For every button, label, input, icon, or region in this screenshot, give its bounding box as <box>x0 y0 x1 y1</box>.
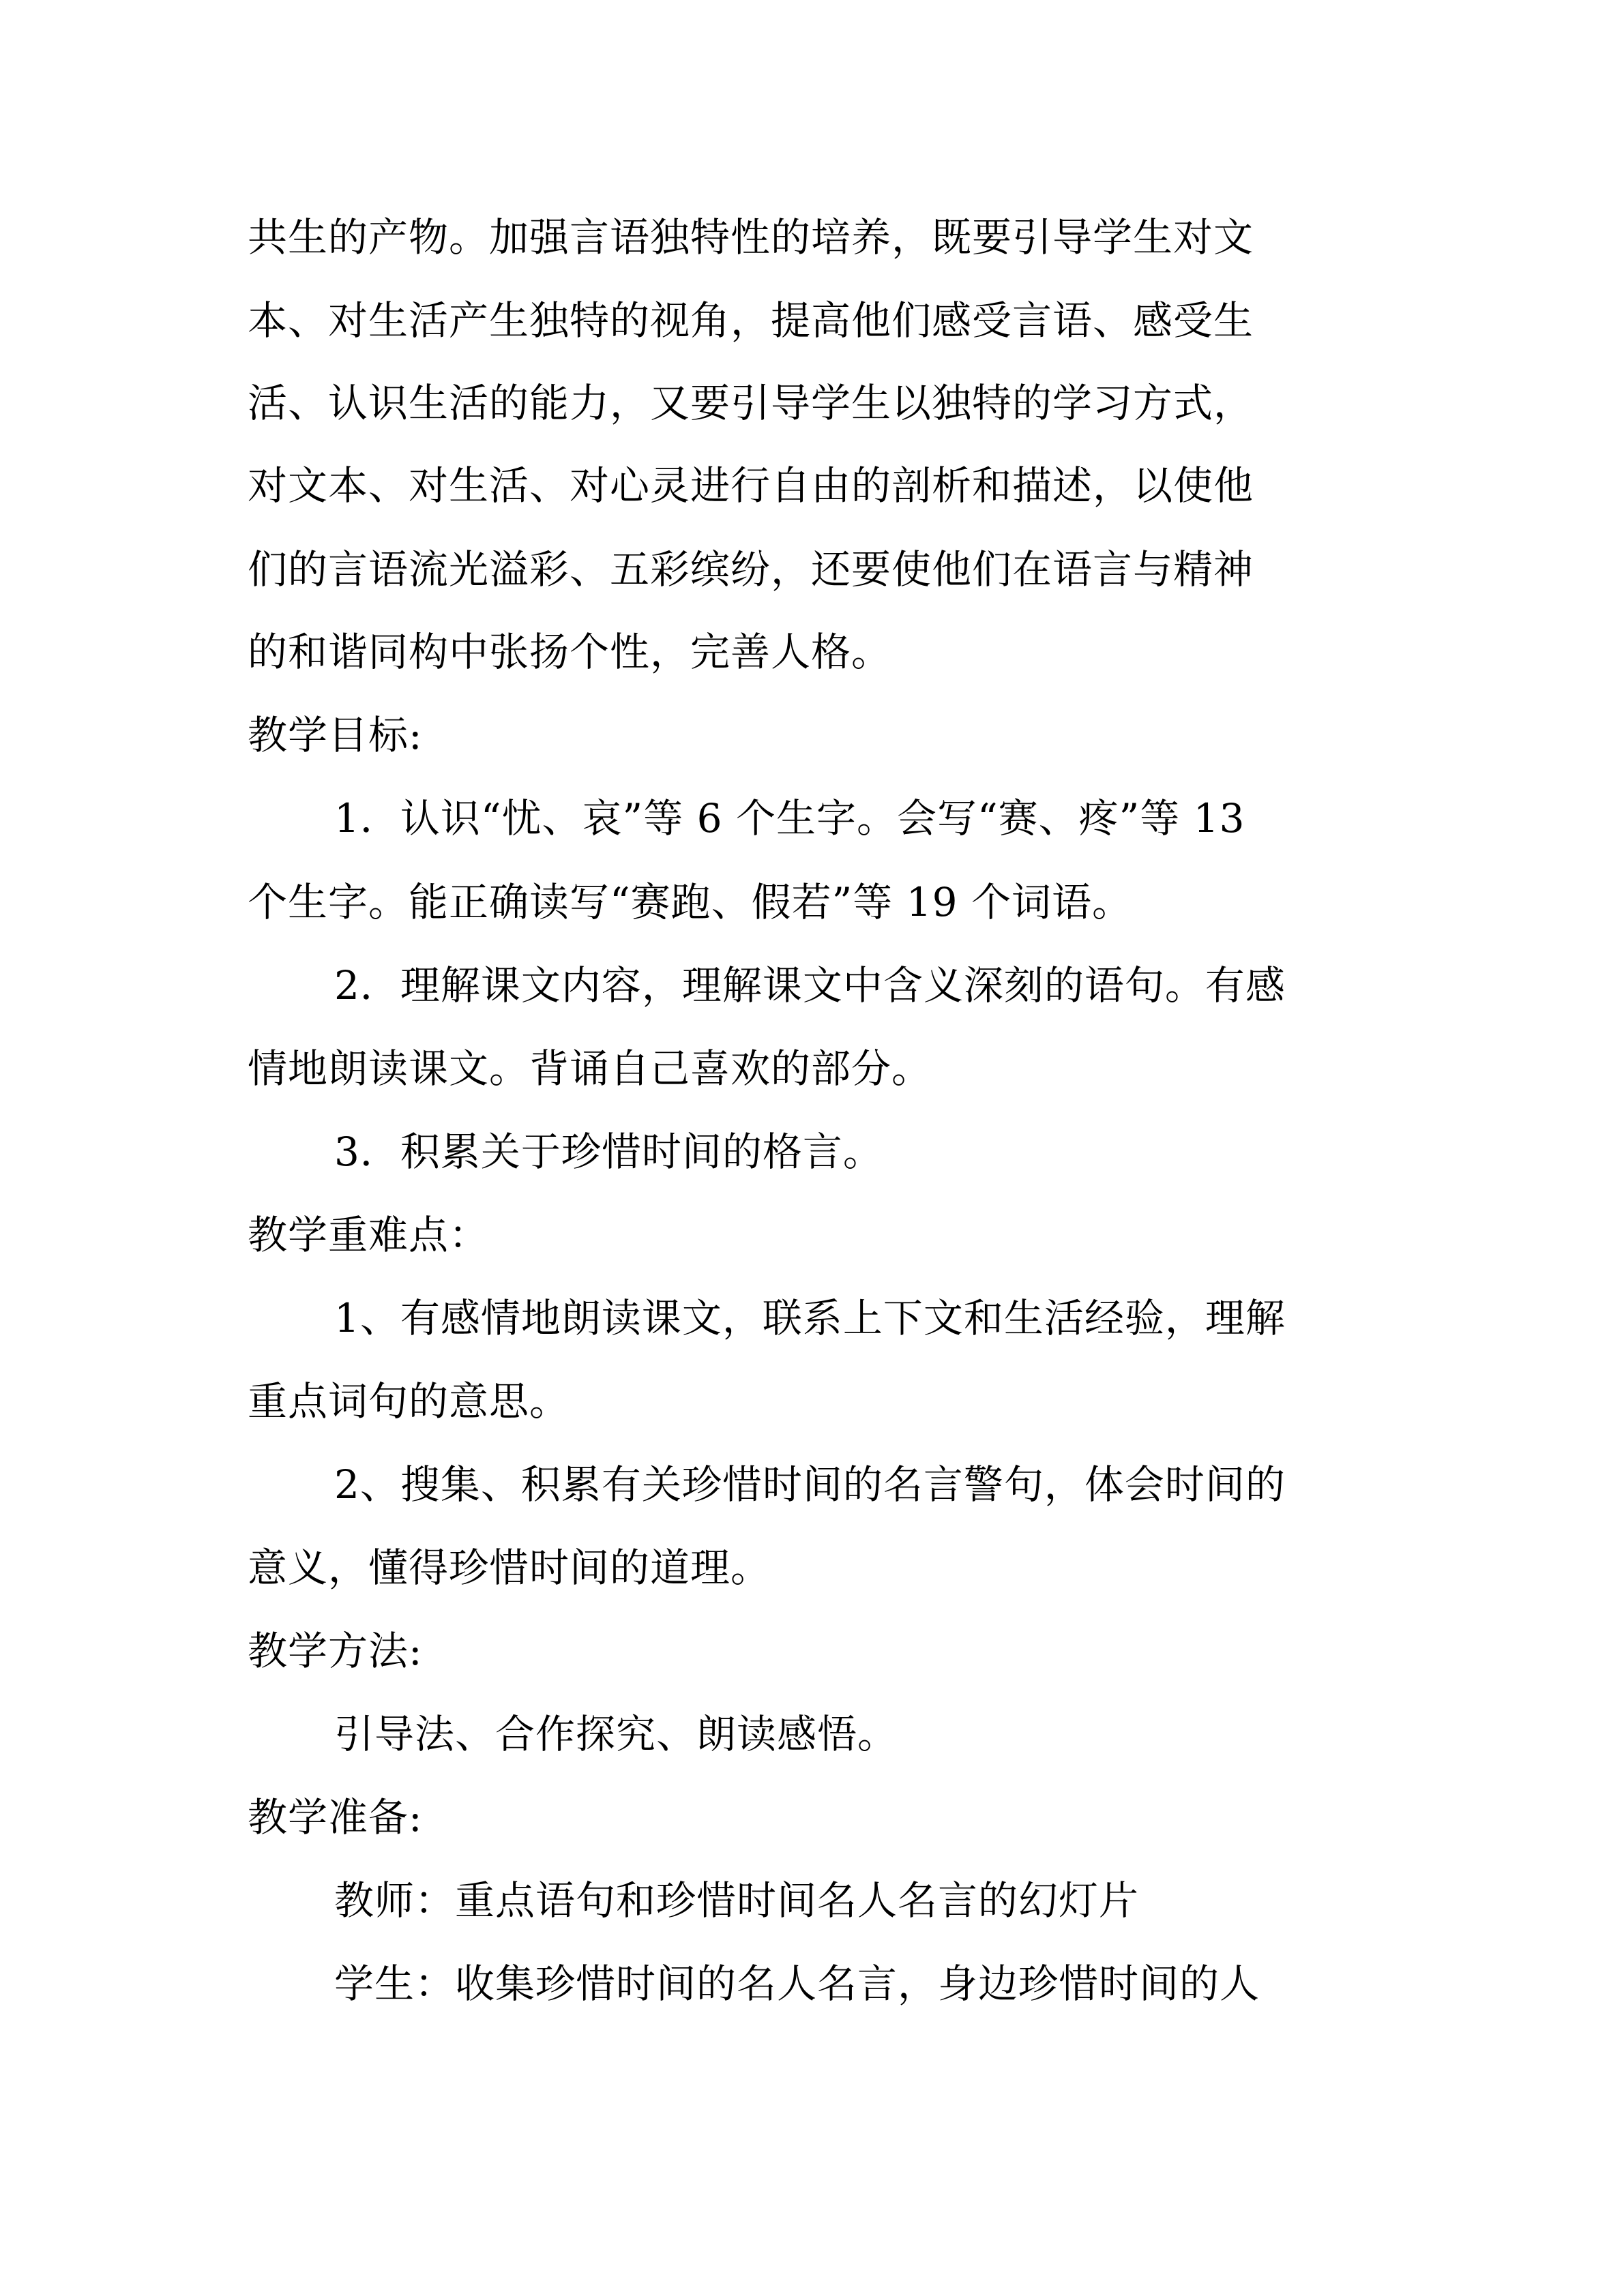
goals-heading: 教学目标: <box>248 712 423 758</box>
goal-1-line-1: 1．认识“忧、哀”等 6 个生字。会写“赛、疼”等 13 <box>334 795 1245 841</box>
key-point-1-line-2: 重点词句的意思。 <box>248 1378 570 1425</box>
intro-line-5: 们的言语流光溢彩、五彩缤纷，还要使他们在语言与精神 <box>248 546 1254 593</box>
methods-heading: 教学方法: <box>248 1628 423 1674</box>
preparation-heading: 教学准备: <box>248 1794 423 1840</box>
intro-line-4: 对文本、对生活、对心灵进行自由的剖析和描述，以使他 <box>248 462 1254 509</box>
key-point-1-line-1: 1、有感情地朗读课文，联系上下文和生活经验，理解 <box>334 1295 1286 1341</box>
goal-3-line-1: 3．积累关于珍惜时间的格言。 <box>334 1129 883 1175</box>
preparation-teacher: 教师：重点语句和珍惜时间名人名言的幻灯片 <box>334 1877 1140 1924</box>
key-points-heading: 教学重难点： <box>248 1212 490 1258</box>
preparation-student: 学生：收集珍惜时间的名人名言，身边珍惜时间的人 <box>334 1960 1260 2007</box>
intro-line-2: 本、对生活产生独特的视角，提高他们感受言语、感受生 <box>248 297 1254 344</box>
key-point-2-line-2: 意义，懂得珍惜时间的道理。 <box>248 1545 771 1591</box>
goal-2-line-2: 情地朗读课文。背诵自己喜欢的部分。 <box>248 1045 932 1092</box>
intro-line-3: 活、认识生活的能力，又要引导学生以独特的学习方式， <box>248 380 1254 426</box>
goal-2-line-1: 2．理解课文内容，理解课文中含义深刻的语句。有感 <box>334 962 1286 1009</box>
intro-line-1: 共生的产物。加强言语独特性的培养，既要引导学生对文 <box>248 214 1254 260</box>
goal-1-line-2: 个生字。能正确读写“赛跑、假若”等 19 个词语。 <box>248 879 1132 925</box>
key-point-2-line-1: 2、搜集、积累有关珍惜时间的名言警句，体会时间的 <box>334 1461 1286 1508</box>
intro-line-6: 的和谐同构中张扬个性，完善人格。 <box>248 629 892 675</box>
methods-text: 引导法、合作探究、朗读感悟。 <box>334 1711 898 1757</box>
